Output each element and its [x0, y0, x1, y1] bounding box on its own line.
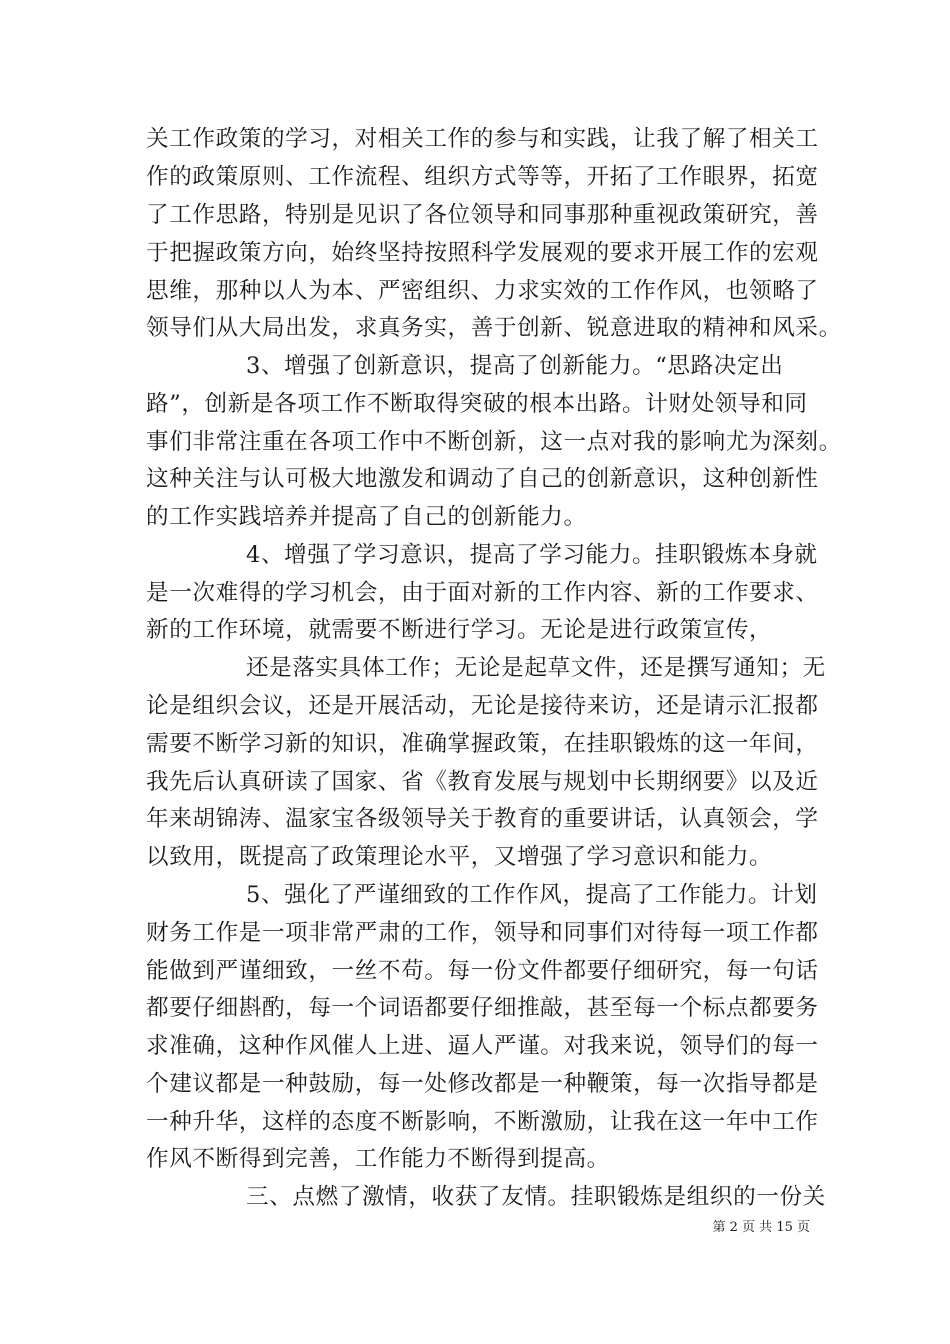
text-line: 领导们从大局出发，求真务实，善于创新、锐意进取的精神和风采。 — [146, 315, 842, 341]
paragraph-heading-4: 4、增强了学习意识，提高了学习能力。挂职锻炼本身就 — [246, 542, 818, 568]
text-line: 年来胡锦涛、温家宝各级领导关于教育的重要讲话，认真领会，学 — [146, 806, 819, 832]
text-line: 路”，创新是各项工作不断取得突破的根本出路。计财处领导和同 — [146, 391, 808, 417]
section-heading-3: 三、点燃了激情，收获了友情。挂职锻炼是组织的一份关 — [246, 1184, 826, 1210]
text-line: 新的工作环境，就需要不断进行学习。无论是进行政策宣传， — [146, 617, 773, 643]
text-line: 是一次难得的学习机会，由于面对新的工作内容、新的工作要求、 — [146, 580, 819, 606]
text-line: 于把握政策方向，始终坚持按照科学发展观的要求开展工作的宏观 — [146, 240, 819, 266]
text-line: 作风不断得到完善，工作能力不断得到提高。 — [146, 1146, 610, 1172]
page-number-footer: 第 2 页 共 15 页 — [712, 1220, 810, 1235]
text-line: 以致用，既提高了政策理论水平，又增强了学习意识和能力。 — [146, 844, 773, 870]
text-line: 思维，那种以人为本、严密组织、力求实效的工作作风，也领略了 — [146, 278, 819, 304]
paragraph-heading-5: 5、强化了严谨细致的工作作风，提高了工作能力。计划 — [246, 882, 818, 908]
text-line: 一种升华，这样的态度不断影响，不断激励，让我在这一年中工作 — [146, 1109, 819, 1135]
text-line: 个建议都是一种鼓励，每一处修改都是一种鞭策，每一次指导都是 — [146, 1071, 819, 1097]
text-line: 论是组织会议，还是开展活动，无论是接待来访，还是请示汇报都 — [146, 693, 819, 719]
text-line: 了工作思路，特别是见识了各位领导和同事那种重视政策研究，善 — [146, 202, 819, 228]
text-line: 的工作实践培养并提高了自己的创新能力。 — [146, 504, 587, 530]
text-line: 需要不断学习新的知识，准确掌握政策，在挂职锻炼的这一年间， — [146, 731, 819, 757]
text-line: 我先后认真研读了国家、省《教育发展与规划中长期纲要》以及近 — [146, 769, 819, 795]
text-line: 能做到严谨细致，一丝不苟。每一份文件都要仔细研究，每一句话 — [146, 958, 819, 984]
text-line: 都要仔细斟酌，每一个词语都要仔细推敲，甚至每一个标点都要务 — [146, 995, 819, 1021]
text-line: 求准确，这种作风催人上进、逼人严谨。对我来说，领导们的每一 — [146, 1033, 819, 1059]
text-line: 这种关注与认可极大地激发和调动了自己的创新意识，这种创新性 — [146, 466, 819, 492]
paragraph-heading-3: 3、增强了创新意识，提高了创新能力。“思路决定出 — [246, 353, 784, 379]
text-line: 关工作政策的学习，对相关工作的参与和实践，让我了解了相关工 — [146, 126, 819, 152]
text-line: 作的政策原则、工作流程、组织方式等等，开拓了工作眼界，拓宽 — [146, 164, 819, 190]
text-line: 财务工作是一项非常严肃的工作，领导和同事们对待每一项工作都 — [146, 920, 819, 946]
text-line: 事们非常注重在各项工作中不断创新，这一点对我的影响尤为深刻。 — [146, 429, 842, 455]
text-line: 还是落实具体工作；无论是起草文件，还是撰写通知；无 — [246, 655, 826, 681]
